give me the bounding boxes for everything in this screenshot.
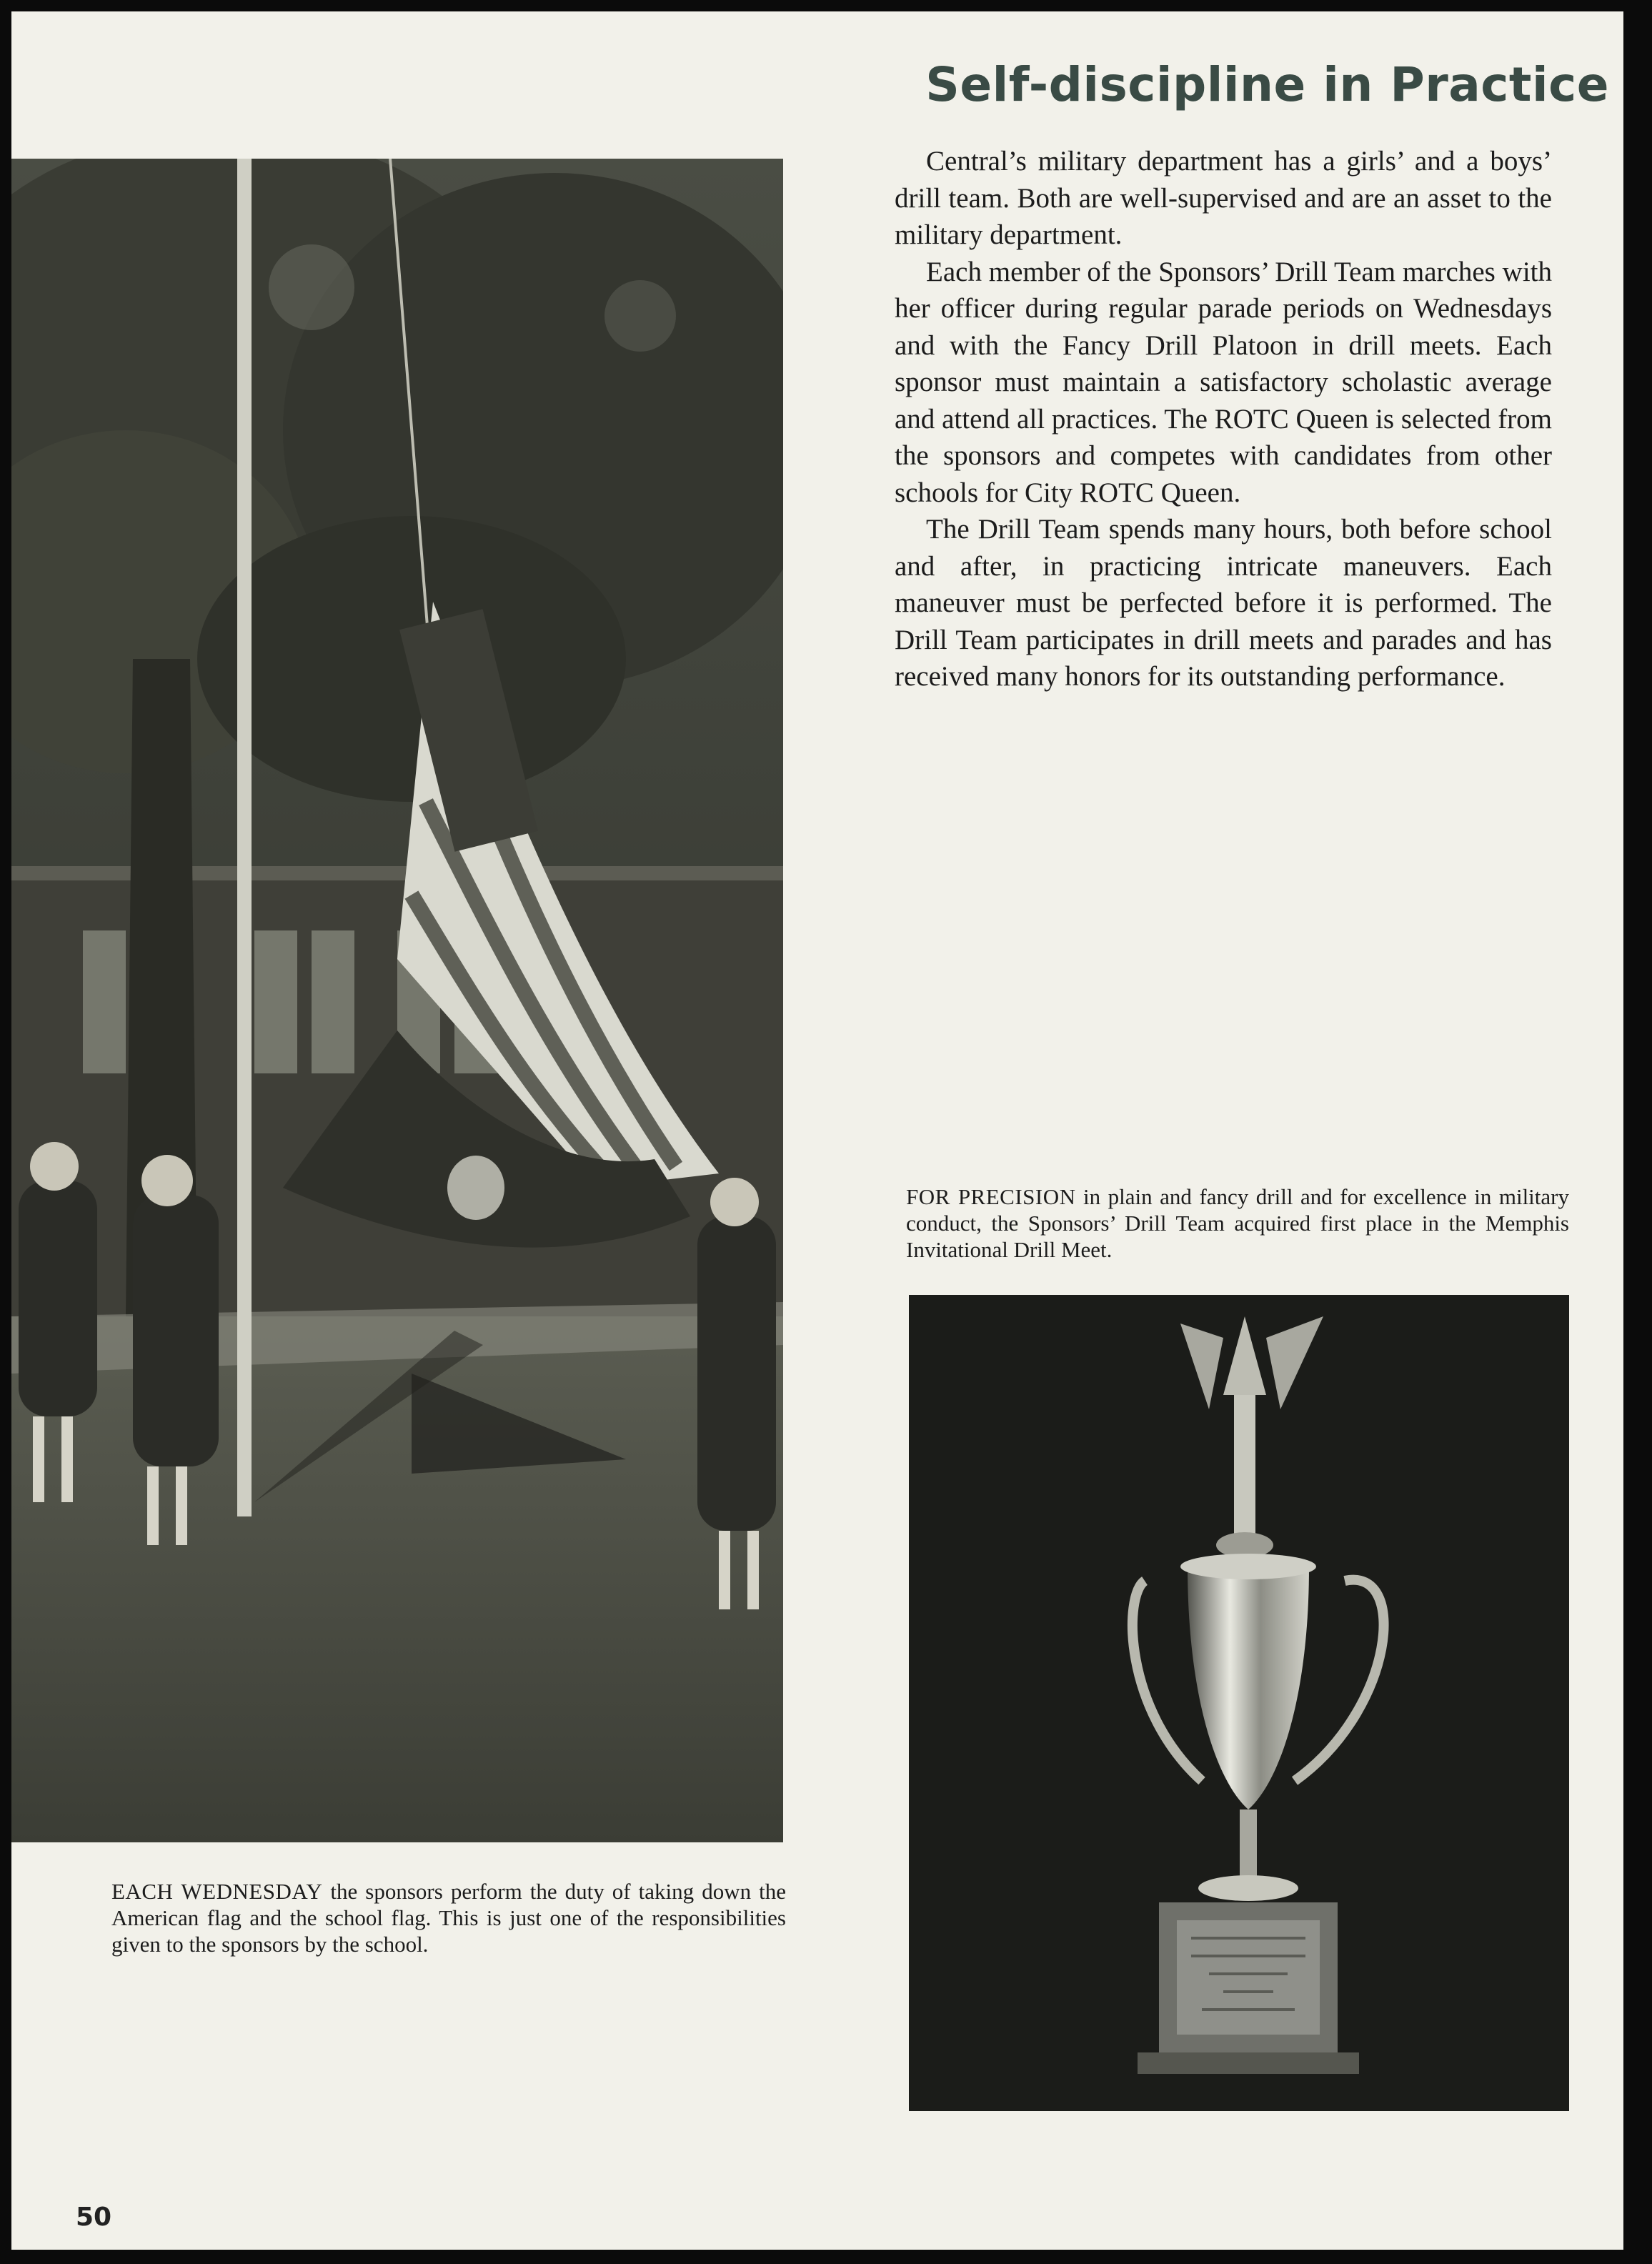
article-body xyxy=(895,143,1552,695)
flag-caption-lead: EACH WEDNESDAY xyxy=(111,1879,323,1904)
trophy-photo xyxy=(909,1295,1569,2111)
flag-ceremony-photo xyxy=(11,159,783,1842)
flag-caption-text: the sponsors perform the duty of taking down the American flag and the school flag. This is just one of the responsibilities given to the sponsors by the school. xyxy=(111,1879,787,1957)
trophy-caption-lead: FOR PRECISION xyxy=(906,1184,1076,1209)
trophy-caption-text: in plain and fancy drill and for excellence in military conduct, the Sponsors’ Drill Team acquired first place in the Memphis Invitational Drill Meet. xyxy=(906,1184,1569,1262)
page-number: 50 xyxy=(76,2203,112,2232)
page-title: Self-discipline in Practice xyxy=(925,57,1609,112)
trophy-photo-caption xyxy=(906,1183,1569,1263)
article-paragraph: Central’s military department has a girls’ and a boys’ drill team. Both are well-supervised and are an asset to the military department. xyxy=(895,146,1552,250)
article-paragraph: The Drill Team spends many hours, both before school and after, in practicing intricate maneuvers. Each maneuver must be perfected before it is performed. The Drill Team participates in drill meets and parades and has received many honors for its outstanding performance. xyxy=(895,514,1552,692)
article-paragraph: Each member of the Sponsors’ Drill Team marches with her officer during regular parade periods on Wednesdays and with the Fancy Drill Platoon in drill meets. Each sponsor must maintain a satisfactory scholastic average and attend all practices. The ROTC Queen is selected from the sponsors and competes with candidates from other schools for City ROTC Queen. xyxy=(895,256,1552,508)
flag-photo-caption xyxy=(111,1878,786,1957)
yearbook-page xyxy=(11,11,1623,2250)
